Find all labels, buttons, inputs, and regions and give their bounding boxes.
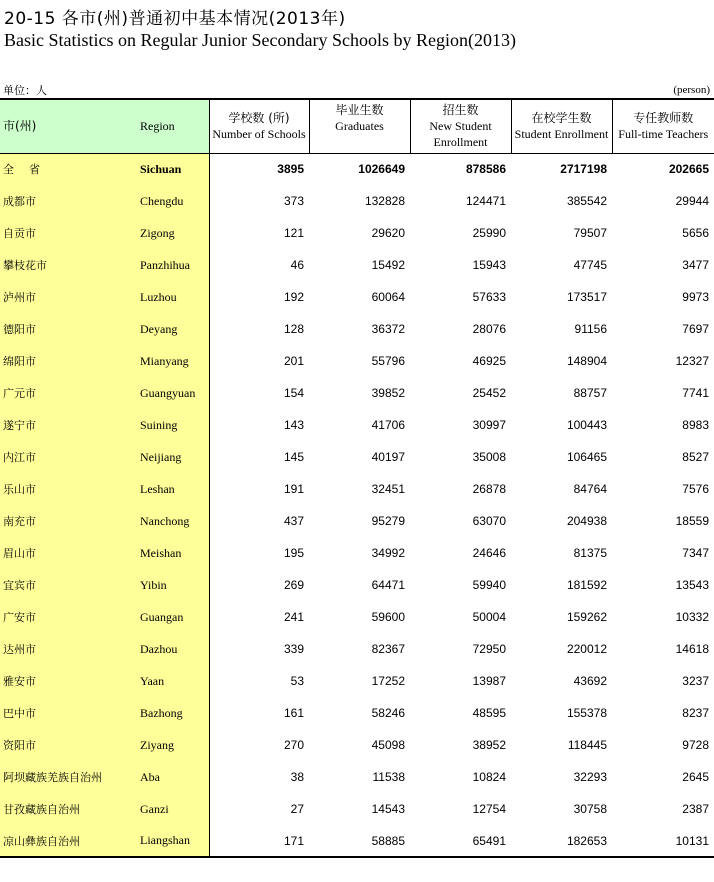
table-row-total: [0, 153, 714, 185]
cell-city: 南充市: [0, 505, 131, 537]
header-region: Region: [131, 99, 209, 153]
cell-teachers: 8527: [682, 450, 709, 464]
cell-city: 绵阳市: [0, 345, 131, 377]
cell-graduates: 29620: [371, 226, 405, 240]
cell-city: 内江市: [0, 441, 131, 473]
cell-teachers: 2387: [682, 802, 709, 816]
table-row: [0, 473, 714, 505]
cell-enrollment: 15943: [472, 258, 506, 272]
cell-enrollment: 28076: [472, 322, 506, 336]
cell-schools: 27: [290, 802, 304, 816]
cell-region: Aba: [131, 761, 209, 793]
header-schools: [209, 99, 309, 153]
cell-students: 204938: [566, 514, 607, 528]
cell-graduates: 11538: [372, 770, 405, 784]
cell-region: Chengdu: [131, 185, 209, 217]
cell-schools: 53: [290, 674, 304, 688]
header-graduates-en: Graduates: [335, 119, 384, 134]
cell-region: Dazhou: [131, 633, 209, 665]
cell-enrollment: 25990: [472, 226, 506, 240]
cell-students: 79507: [573, 226, 607, 240]
cell-schools: 145: [283, 450, 304, 464]
cell-enrollment: 13987: [472, 674, 506, 688]
cell-students: 220012: [566, 642, 607, 656]
table-row: [0, 313, 714, 345]
cell-schools: 143: [283, 418, 304, 432]
table-row: [0, 697, 714, 729]
cell-city: 遂宁市: [0, 409, 131, 441]
cell-students: 32293: [573, 770, 607, 784]
cell-graduates: 17252: [371, 674, 405, 688]
cell-graduates: 58885: [309, 825, 410, 857]
cell-teachers: 202665: [668, 162, 709, 177]
cell-schools: 171: [209, 825, 309, 857]
cell-teachers: 5656: [682, 226, 709, 240]
cell-graduates: 64471: [371, 578, 405, 592]
cell-students: 43692: [573, 674, 607, 688]
header-graduates-cn: 毕业生数: [335, 103, 384, 118]
cell-enrollment: 46925: [472, 354, 506, 368]
cell-teachers: 2645: [682, 770, 709, 784]
cell-enrollment: 25452: [472, 386, 506, 400]
cell-schools: 339: [283, 642, 304, 656]
cell-teachers: 12327: [675, 354, 709, 368]
cell-city: 阿坝藏族羌族自治州: [0, 761, 131, 793]
cell-graduates: 36372: [371, 322, 405, 336]
header-graduates: [309, 99, 410, 153]
table-row: [0, 665, 714, 697]
cell-region: Sichuan: [131, 153, 209, 185]
cell-students: 385542: [566, 194, 607, 208]
cell-city: 全 省: [0, 153, 131, 185]
header-enrollment-en: New Student Enrollment: [429, 119, 492, 150]
table-row: [0, 249, 714, 281]
table-row: [0, 569, 714, 601]
cell-graduates: 34992: [371, 546, 405, 560]
cell-city: 德阳市: [0, 313, 131, 345]
cell-students: 106465: [566, 450, 607, 464]
cell-teachers: 9728: [682, 738, 709, 752]
cell-region: Yaan: [131, 665, 209, 697]
cell-graduates: 59600: [371, 610, 405, 624]
table-row: [0, 345, 714, 377]
cell-enrollment: 38952: [472, 738, 506, 752]
cell-region: Liangshan: [131, 825, 209, 857]
cell-students: 159262: [566, 610, 607, 624]
cell-students: 47745: [573, 258, 607, 272]
cell-enrollment: 63070: [472, 514, 506, 528]
cell-teachers: 3237: [682, 674, 709, 688]
table-row: [0, 377, 714, 409]
cell-graduates: 45098: [371, 738, 405, 752]
cell-schools: 161: [283, 706, 304, 720]
cell-schools: 241: [283, 610, 304, 624]
table-row: [0, 441, 714, 473]
cell-city: 广元市: [0, 377, 131, 409]
header-city: 市(州): [0, 99, 131, 153]
cell-schools: 154: [283, 386, 304, 400]
cell-enrollment: 35008: [472, 450, 506, 464]
cell-region: Suining: [131, 409, 209, 441]
cell-city: 眉山市: [0, 537, 131, 569]
unit-label-english: (person): [673, 84, 710, 96]
cell-teachers: 7576: [682, 482, 709, 496]
header-schools-en: Number of Schools: [212, 127, 306, 142]
cell-enrollment: 59940: [472, 578, 506, 592]
cell-region: Mianyang: [131, 345, 209, 377]
cell-students: 84764: [573, 482, 607, 496]
cell-graduates: 82367: [371, 642, 405, 656]
cell-graduates: 41706: [371, 418, 405, 432]
cell-students: 148904: [566, 354, 607, 368]
cell-teachers: 8237: [682, 706, 709, 720]
cell-schools: 270: [283, 738, 304, 752]
cell-enrollment: 50004: [472, 610, 506, 624]
table-row: [0, 601, 714, 633]
cell-region: Ganzi: [131, 793, 209, 825]
cell-enrollment: 48595: [472, 706, 506, 720]
cell-schools: 128: [283, 322, 304, 336]
cell-city: 成都市: [0, 185, 131, 217]
cell-teachers: 29944: [675, 194, 709, 208]
cell-enrollment: 65491: [410, 825, 511, 857]
cell-graduates: 95279: [371, 514, 405, 528]
cell-region: Zigong: [131, 217, 209, 249]
cell-students: 181592: [566, 578, 607, 592]
cell-students: 173517: [566, 290, 607, 304]
cell-region: Leshan: [131, 473, 209, 505]
header-enrollment-cn: 招生数: [442, 103, 479, 118]
cell-teachers: 8983: [682, 418, 709, 432]
cell-schools: 46: [290, 258, 304, 272]
header-enrollment: [410, 99, 511, 153]
cell-region: Guangyuan: [131, 377, 209, 409]
cell-schools: 121: [283, 226, 304, 240]
cell-enrollment: 30997: [472, 418, 506, 432]
page-title-chinese: 20-15 各市(州)普通初中基本情况(2013年): [4, 9, 346, 29]
cell-students: 30758: [573, 802, 607, 816]
cell-city: 广安市: [0, 601, 131, 633]
cell-students: 155378: [566, 706, 607, 720]
table-row: [0, 729, 714, 761]
cell-graduates: 60064: [371, 290, 405, 304]
cell-teachers: 7697: [682, 322, 709, 336]
cell-graduates: 58246: [371, 706, 405, 720]
cell-graduates: 39852: [371, 386, 405, 400]
table-row: [0, 281, 714, 313]
cell-region: Ziyang: [131, 729, 209, 761]
cell-teachers: 18559: [675, 514, 709, 528]
cell-students: 100443: [566, 418, 607, 432]
cell-students: 118445: [567, 738, 607, 752]
cell-schools: 38: [290, 770, 304, 784]
cell-enrollment: 24646: [472, 546, 506, 560]
cell-enrollment: 12754: [472, 802, 506, 816]
cell-city: 乐山市: [0, 473, 131, 505]
cell-students: 2717198: [560, 162, 607, 177]
cell-city: 凉山彝族自治州: [0, 825, 131, 857]
cell-enrollment: 26878: [472, 482, 506, 496]
table-row: [0, 633, 714, 665]
cell-schools: 3895: [277, 162, 304, 177]
cell-teachers: 10131: [612, 825, 714, 857]
cell-region: Nanchong: [131, 505, 209, 537]
cell-schools: 269: [283, 578, 304, 592]
cell-region: Panzhihua: [131, 249, 209, 281]
cell-city: 甘孜藏族自治州: [0, 793, 131, 825]
cell-enrollment: 57633: [472, 290, 506, 304]
table-header-row: [0, 99, 714, 153]
cell-city: 攀枝花市: [0, 249, 131, 281]
cell-graduates: 15492: [371, 258, 405, 272]
cell-students: 182653: [511, 825, 612, 857]
header-students-en: Student Enrollment: [514, 127, 609, 142]
header-teachers-en: Full-time Teachers: [618, 127, 709, 142]
cell-city: 自贡市: [0, 217, 131, 249]
cell-graduates: 40197: [371, 450, 405, 464]
statistics-table: [0, 98, 714, 858]
cell-schools: 373: [283, 194, 304, 208]
header-teachers: [612, 99, 714, 153]
table-row: [0, 537, 714, 569]
unit-label-chinese: 单位：人: [3, 84, 47, 97]
cell-teachers: 3477: [682, 258, 709, 272]
cell-enrollment: 72950: [472, 642, 506, 656]
cell-schools: 192: [283, 290, 304, 304]
table-row: [0, 409, 714, 441]
cell-graduates: 55796: [371, 354, 405, 368]
cell-city: 雅安市: [0, 665, 131, 697]
cell-graduates: 32451: [371, 482, 405, 496]
cell-region: Deyang: [131, 313, 209, 345]
table-row: [0, 761, 714, 793]
header-schools-cn: 学校数 (所): [228, 111, 290, 126]
cell-region: Luzhou: [131, 281, 209, 313]
table-row: [0, 825, 714, 857]
table-row: [0, 793, 714, 825]
cell-region: Bazhong: [131, 697, 209, 729]
table-row: [0, 217, 714, 249]
cell-enrollment: 124471: [465, 194, 506, 208]
cell-teachers: 9973: [682, 290, 709, 304]
table-body: [0, 153, 714, 857]
cell-teachers: 14618: [675, 642, 709, 656]
cell-region: Neijiang: [131, 441, 209, 473]
cell-city: 巴中市: [0, 697, 131, 729]
cell-graduates: 14543: [371, 802, 405, 816]
table-row: [0, 505, 714, 537]
cell-region: Yibin: [131, 569, 209, 601]
cell-teachers: 13543: [675, 578, 709, 592]
cell-enrollment: 10824: [472, 770, 506, 784]
cell-graduates: 132828: [364, 194, 405, 208]
cell-region: Meishan: [131, 537, 209, 569]
cell-enrollment: 878586: [465, 162, 506, 177]
header-students-cn: 在校学生数: [531, 111, 592, 126]
cell-schools: 195: [283, 546, 304, 560]
cell-teachers: 10332: [675, 610, 709, 624]
cell-city: 达州市: [0, 633, 131, 665]
cell-students: 91156: [574, 322, 607, 336]
page-title-english: Basic Statistics on Regular Junior Secondary Schools by Region(2013): [4, 30, 516, 50]
cell-schools: 437: [283, 514, 304, 528]
table-row: [0, 185, 714, 217]
cell-city: 宜宾市: [0, 569, 131, 601]
cell-students: 88757: [573, 386, 607, 400]
header-teachers-cn: 专任教师数: [633, 111, 694, 126]
cell-city: 泸州市: [0, 281, 131, 313]
header-students: [511, 99, 612, 153]
cell-students: 81375: [573, 546, 607, 560]
cell-region: Guangan: [131, 601, 209, 633]
cell-teachers: 7741: [682, 386, 709, 400]
cell-schools: 201: [283, 354, 304, 368]
cell-graduates: 1026649: [358, 162, 405, 177]
cell-city: 资阳市: [0, 729, 131, 761]
cell-teachers: 7347: [682, 546, 709, 560]
cell-schools: 191: [283, 482, 304, 496]
